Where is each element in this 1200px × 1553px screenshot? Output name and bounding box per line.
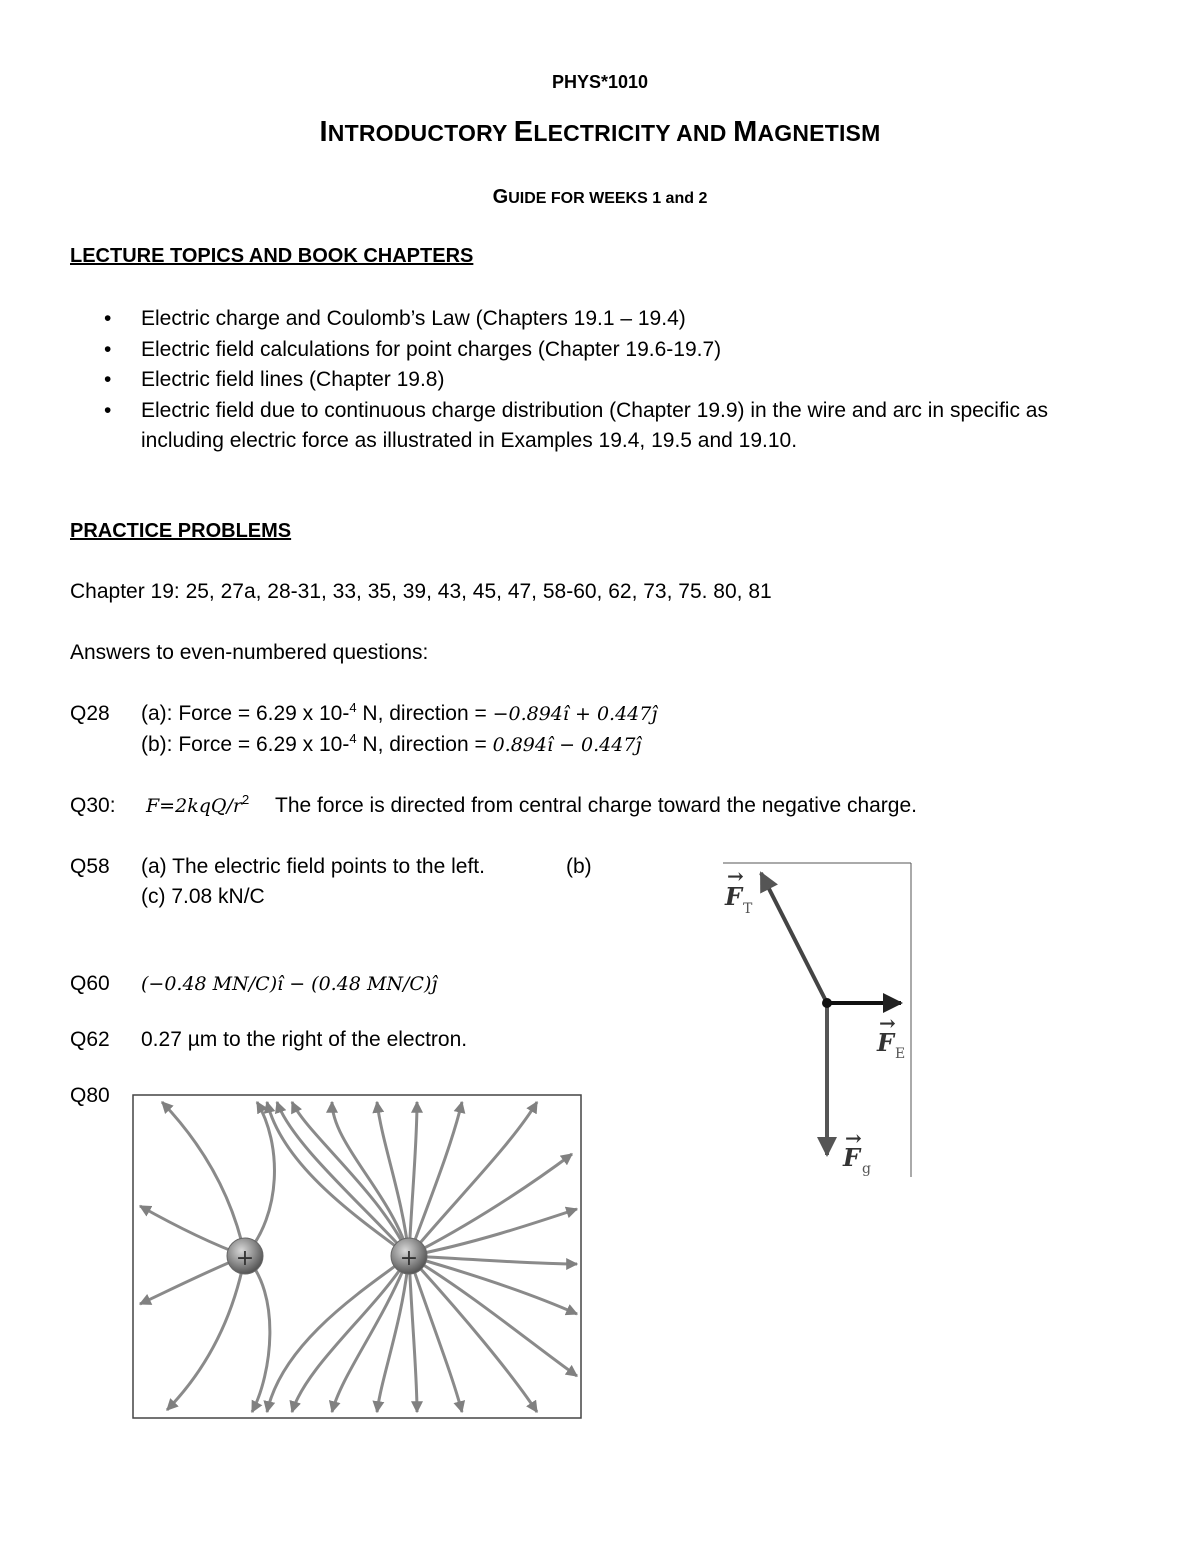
tension-label-arrow: → [727,864,744,888]
q60-answer: (−0.48 MN/C)î − (0.48 MN/C)ĵ [141,973,438,995]
electric-subscript: E [895,1046,906,1062]
field-lines-diagram [132,1094,583,1420]
q30-formula: $F=2kqQ/r^2$ [146,792,250,817]
lecture-topics-heading: LECTURE TOPICS AND BOOK CHAPTERS [70,245,474,267]
tension-label: F [725,882,743,911]
list-item: • Electric field lines (Chapter 19.8) [104,368,445,391]
list-item: • Electric field calculations for point charges (Chapter 19.6-19.7) [104,337,722,361]
practice-problems-heading: PRACTICE PROBLEMS [70,520,292,542]
document-subtitle: GUIDE FOR WEEKS 1 and 2 [492,186,708,208]
gravity-label: F [843,1143,861,1172]
q58-part-c: (c) 7.08 kN/C [141,885,265,908]
q62-label: Q62 [70,1028,110,1051]
list-item: • Electric field due to continuous charge distribution (Chapter 19.9) in the wire and arc in specific as including electric force as illustrated in Examples 19.4, 19.5 and 19.10. [104,398,1048,452]
q30-text: The force is directed from central charge toward the negative charge. [275,794,917,817]
q28-part-a: (a): Force = 6.29 x 10-$^4$ N, direction = −0.894î + 0.447ĵ [141,700,658,725]
q30-label: Q30: [70,794,116,817]
electric-label: F [877,1028,895,1057]
force-diagram [715,855,925,1185]
gravity-label-arrow: → [845,1126,862,1150]
q28-label: Q28 [70,702,110,725]
answers-intro: Answers to even-numbered questions: [70,641,429,664]
q80-label: Q80 [70,1084,110,1107]
tension-subscript: T [743,901,753,917]
document-title: INTRODUCTORY ELECTRICITY AND MAGNETISM [319,116,881,148]
left-charge-sign: + [235,1246,255,1271]
q58-part-a: (a) The electric field points to the left. [141,855,485,878]
right-charge-sign: + [399,1246,419,1271]
course-code: PHYS*1010 [551,72,649,92]
q60-label: Q60 [70,972,110,995]
q62-answer: 0.27 µm to the right of the electron. [141,1028,468,1051]
q58-part-b: (b) [566,855,592,878]
object-point [822,998,832,1008]
electric-label-arrow: → [879,1011,896,1035]
q58-label: Q58 [70,855,110,878]
q28-part-b: (b): Force = 6.29 x 10-$^4$ N, direction = 0.894î − 0.447ĵ [141,731,642,756]
tension-arrow [761,873,827,1003]
lecture-topics-list [104,304,1104,457]
chapter-problems-line: Chapter 19: 25, 27a, 28-31, 33, 35, 39, 43, 45, 47, 58-60, 62, 73, 75. 80, 81 [70,580,772,603]
gravity-subscript: g [862,1161,871,1177]
list-item: • Electric charge and Coulomb’s Law (Chapters 19.1 – 19.4) [104,307,686,330]
